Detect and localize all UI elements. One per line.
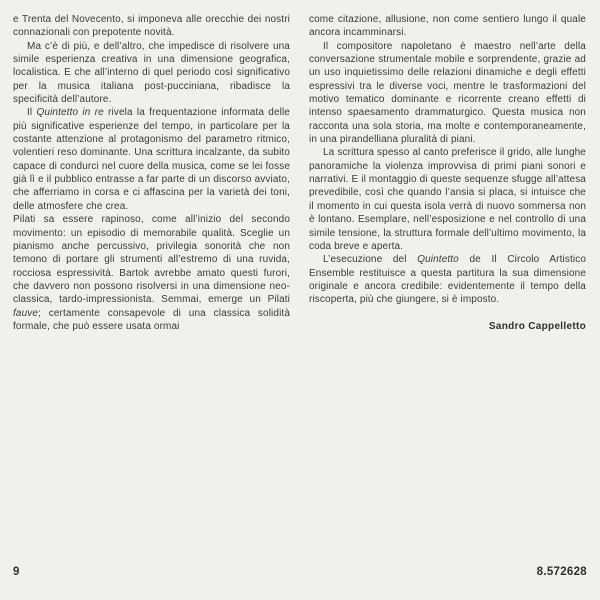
paragraph-text: de Il Circolo Artistico Ensemble restituisce a questa partitura la sua dimensione originale e ancora credibile: evidentemente il tempo della riscoperta, più che giungere, si è imposto. [309, 254, 586, 306]
left-column [13, 13, 290, 333]
paragraph: Il compositore napoletano è maestro nell’arte della conversazione strumentale mobile e sorprendente, grazie ad un uso inquietissimo delle relazioni dinamiche e degli effetti espressivi tra le diverse voci, mentre le trasformazioni del motivo tematico dominante e ricorrente creano effetti di intenso spaesamento drammaturgico. Questa musica non racconta una sola storia, ma molte e contemporaneamente, in una pirandelliana pluralità di piani. [309, 40, 586, 146]
paragraph-continuation: come citazione, allusione, non come sentiero lungo il quale ancora incamminarsi. [309, 14, 586, 39]
right-column [309, 13, 586, 333]
paragraph-text: ; certamente consapevole di una classica solidità formale, che può essere usata ormai [13, 307, 290, 332]
catalog-number: 8.572628 [536, 566, 587, 578]
paragraph-text: Il [27, 107, 37, 119]
author-byline: Sandro Cappelletto [488, 320, 586, 332]
paragraph: Ma c’è di più, e dell’altro, che impedisce di risolvere una simile esperienza creativa in una dimensione geografica, localistica. E che all’interno di quel periodo così significativo per la musica italiana post-pucciniana, ribadisce la specificità dell’autore. [13, 40, 290, 106]
emphasis-italic: fauve [13, 307, 39, 319]
paragraph-continuation: e Trenta del Novecento, si imponeva alle orecchie dei nostri connazionali con prepotente novità. [13, 14, 290, 39]
work-title-italic: Quintetto [417, 254, 459, 266]
text-columns [13, 13, 586, 333]
work-title-italic: Quintetto in re [36, 107, 104, 119]
paragraph-text: L’esecuzione del [323, 254, 418, 266]
paragraph-text: rivela la frequentazione informata delle più significative esperienze del tempo, in particolare per la costante attenzione al protagonismo del parametro ritmico, volentieri reso dominante. Una scrittura incalzante, da subito capace di condurci nel cuore della musica, come se lei fosse già lì e il pubblico entrasse a far parte di un discorso avviato, che afferriamo in corsa e ci affascina per la varietà dei toni, delle atmosfere che crea. [13, 107, 290, 212]
page-number: 9 [13, 566, 20, 578]
paragraph [13, 106, 290, 213]
paragraph: La scrittura spesso al canto preferisce il grido, alle lunghe panoramiche la violenza improvvisa di primi piani sonori e narrativi. E il montaggio di queste sequenze sfugge all’attesa prevedibile, così che quando l’ansia si placa, si intuisce che il momento in cui questa isola verrà di nuovo sommersa non è lontano. Esemplare, nell’esposizione e nel controllo di una simile tensione, la struttura formale dell’ultimo movimento, la coda breve e aperta. [309, 147, 586, 252]
page-footer [13, 566, 587, 578]
paragraph [13, 213, 290, 333]
paragraph-text: Pilati sa essere rapinoso, come all’inizio del secondo movimento: un episodio di memorabile qualità. Sceglie un pianismo anche percussivo, privilegia sonorità che non temono di portare gli strumenti all’estremo di una ruvida, rocciosa espressività. Bartok avrebbe amato questi furori, che davvero non possono risolversi in una dimensione neo-classica, tardo-impressionista. Semmai, emerge un Pilati [13, 214, 290, 306]
paragraph [309, 253, 586, 306]
